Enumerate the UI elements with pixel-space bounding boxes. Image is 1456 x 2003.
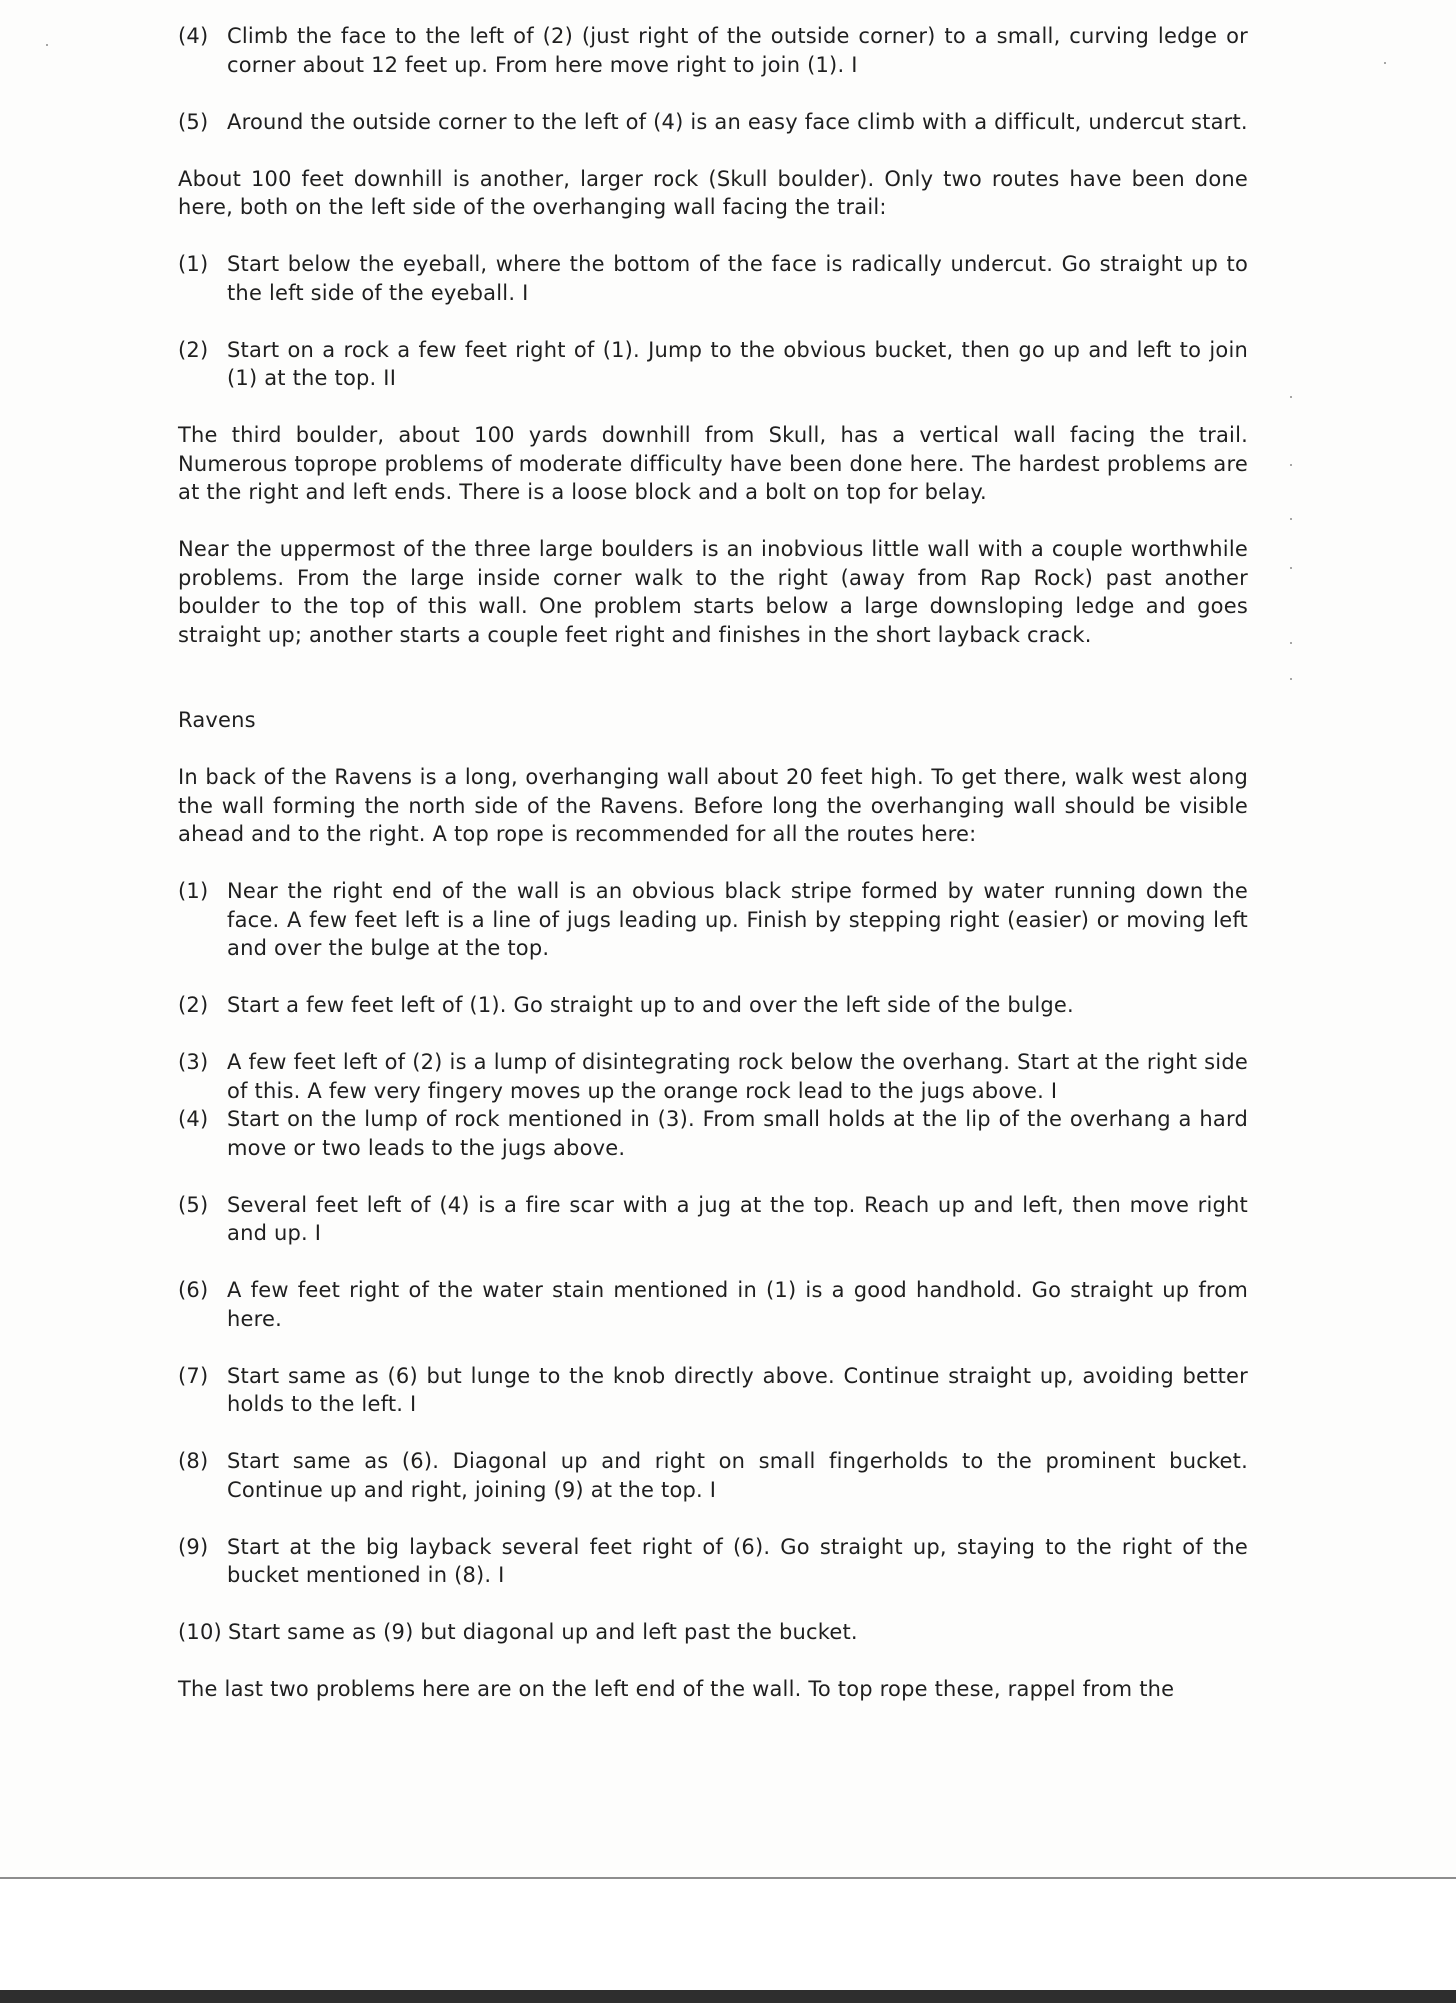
item-text: Start same as (6) but lunge to the knob directly above. Continue straight up, avoiding better holds to the left. I (227, 1363, 1248, 1416)
list-item (178, 22, 1248, 79)
item-text: Start below the eyeball, where the bottom of the face is radically undercut. Go straight up to the left side of the eyeball. I (227, 252, 1248, 305)
third-boulder-paragraph: The third boulder, about 100 yards downhill from Skull, has a vertical wall facing the trail. Numerous toprope problems of moderate difficulty have been done here. The hardest problems are at the right and left ends. There is a loose block and a bolt on top for belay. (178, 423, 1248, 504)
item-number: (8) (178, 1449, 209, 1473)
scan-speck (1290, 567, 1292, 569)
item-number: (1) (178, 879, 209, 903)
list-item (178, 108, 1248, 137)
list-item (178, 1362, 1248, 1419)
scanner-bed (0, 1879, 1456, 2003)
item-text: A few feet left of (2) is a lump of disintegrating rock below the overhang. Start at the right side of this. A few very fingery moves up the orange rock lead to the jugs above. I (227, 1050, 1248, 1103)
list-item (178, 1105, 1248, 1162)
list-item (178, 991, 1248, 1020)
list-item (178, 877, 1248, 963)
item-text: Start same as (6). Diagonal up and right on small fingerholds to the prominent bucket. Continue up and right, joining (9) at the top. I (227, 1449, 1248, 1502)
item-number: (10) (178, 1620, 222, 1644)
list-item (178, 1191, 1248, 1248)
scan-speck (1384, 62, 1386, 64)
item-number: (5) (178, 1192, 209, 1217)
page-content (178, 22, 1248, 1732)
item-number: (4) (178, 24, 209, 48)
scan-speck (1290, 518, 1292, 520)
item-text: Start a few feet left of (1). Go straight up to and over the left side of the bulge. (227, 993, 1074, 1017)
list-item (178, 1618, 1248, 1647)
scan-speck (1290, 464, 1292, 466)
scan-speck (1290, 642, 1292, 644)
item-text: A few feet right of the water stain mentioned in (1) is a good handhold. Go straight up from here. (227, 1278, 1248, 1331)
item-number: (6) (178, 1278, 209, 1302)
last-paragraph: The last two problems here are on the left end of the wall. To top rope these, rappel from the (178, 1677, 1175, 1701)
scanner-edge (0, 1990, 1456, 2003)
item-number: (7) (178, 1363, 209, 1388)
item-text: Several feet left of (4) is a fire scar with a jug at the top. Reach up and left, then move right and up. I (227, 1192, 1248, 1245)
item-text: Start at the big layback several feet right of (6). Go straight up, staying to the right of the bucket mentioned in (8). I (227, 1534, 1248, 1587)
item-number: (4) (178, 1107, 209, 1131)
list-item (178, 1533, 1248, 1590)
scan-speck (46, 44, 48, 46)
item-text: Start on a rock a few feet right of (1). Jump to the obvious bucket, then go up and left to join (1) at the top. II (227, 337, 1248, 390)
item-number: (1) (178, 252, 209, 276)
item-text: Around the outside corner to the left of (4) is an easy face climb with a difficult, undercut start. (227, 109, 1248, 134)
uppermost-paragraph: Near the uppermost of the three large boulders is an inobvious little wall with a couple worthwhile problems. From the large inside corner walk to the right (away from Rap Rock) past another boulder to the top of this wall. One problem starts below a large downsloping ledge and goes straight up; another starts a couple feet right and finishes in the short layback crack. (178, 537, 1248, 647)
item-number: (2) (178, 993, 209, 1017)
skull-intro-paragraph: About 100 feet downhill is another, larger rock (Skull boulder). Only two routes have been done here, both on the left side of the overhanging wall facing the trail: (178, 166, 1248, 219)
item-text: Start on the lump of rock mentioned in (3). From small holds at the lip of the overhang a hard move or two leads to the jugs above. (227, 1107, 1248, 1160)
list-item (178, 1048, 1248, 1105)
list-item (178, 336, 1248, 393)
item-text: Climb the face to the left of (2) (just right of the outside corner) to a small, curving ledge or corner about 12 feet up. From here move right to join (1). I (227, 24, 1248, 77)
item-text: Near the right end of the wall is an obvious black stripe formed by water running down the face. A few feet left is a line of jugs leading up. Finish by stepping right (easier) or moving left and over the bulge at the top. (227, 879, 1248, 960)
scan-speck (1290, 396, 1292, 398)
item-text: Start same as (9) but diagonal up and left past the bucket. (228, 1620, 858, 1644)
section-heading: Ravens (178, 708, 256, 732)
ravens-intro-paragraph: In back of the Ravens is a long, overhanging wall about 20 feet high. To get there, walk west along the wall forming the north side of the Ravens. Before long the overhanging wall should be visible ahead and to the right. A top rope is recommended for all the routes here: (178, 765, 1248, 846)
item-number: (3) (178, 1050, 209, 1074)
scan-speck (1290, 678, 1292, 680)
item-number: (9) (178, 1534, 209, 1559)
list-item (178, 250, 1248, 307)
item-number: (5) (178, 109, 209, 134)
list-item (178, 1447, 1248, 1504)
item-number: (2) (178, 337, 209, 362)
list-item (178, 1276, 1248, 1333)
